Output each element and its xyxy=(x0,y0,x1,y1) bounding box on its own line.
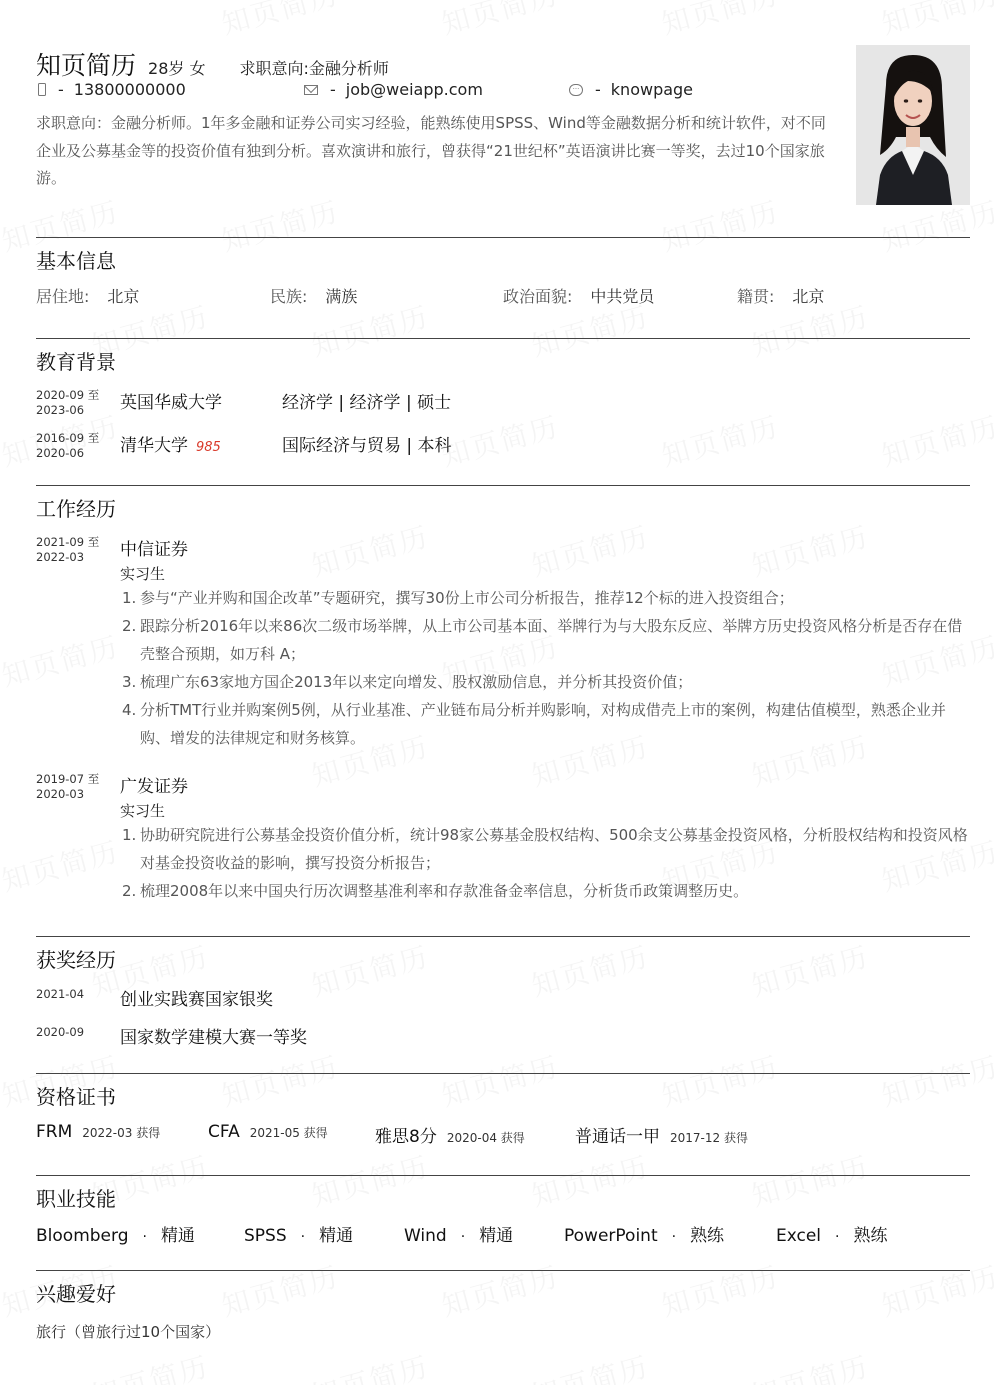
work-duty-text: 梳理广东63家地方国企2013年以来定向增发、股权激励信息，并分析其投资价值； xyxy=(140,673,693,691)
section-title-certs: 资格证书 xyxy=(36,1085,116,1109)
edu-date-range xyxy=(36,431,99,460)
work-duty-item: 2. 梳理2008年以来中国央行历次调整基准利率和存款准备金率信息，分析货币政策调整历史。 xyxy=(122,882,749,900)
section-divider xyxy=(36,936,970,937)
contact-separator: - xyxy=(330,80,336,99)
work-duty-item: 4. 分析TMT行业并购案例5例，从行业基准、产业链布局分析并购影响，对构成借壳上市的案例，构建估值模型，熟悉企业并购、增发的法律规定和财务核算。 xyxy=(122,701,946,747)
edu-date-range xyxy=(36,388,99,417)
self-summary: 求职意向：金融分析师。1年多金融和证券公司实习经验，能熟练使用SPSS、Wind等金融数据分析和统计软件，对不同企业及公募基金等的投资价值有独到分析。喜欢演讲和旅行，曾获得“21世纪杯”英语演讲比赛一等奖，去过10个国家旅游。 xyxy=(36,114,826,187)
skill-level: 熟练 xyxy=(690,1226,725,1246)
basic-info-value: 北京 xyxy=(792,287,825,306)
skill-name: Excel xyxy=(776,1226,822,1246)
contact-wechat xyxy=(569,80,693,99)
work-duty-list xyxy=(122,584,970,752)
job-intent-value: 金融分析师 xyxy=(308,59,389,78)
work-role: 实习生 xyxy=(120,565,166,583)
edu-start: 2020-09 至 xyxy=(36,388,100,402)
section-divider xyxy=(36,237,970,238)
work-duty-text: 协助研究院进行公募基金投资价值分析，统计98家公募基金股权结构、500余支公募基金投资风格，分析股权结构和投资风格对基金投资收益的影响，撰写投资分析报告； xyxy=(140,826,968,872)
job-intent-label: 求职意向: xyxy=(239,59,309,78)
section-title-work: 工作经历 xyxy=(36,497,116,521)
basic-info-row xyxy=(36,284,970,308)
work-duty-item: 2. 跟踪分析2016年以来86次二级市场举牌，从上市公司基本面、举牌行为与大股东反应、举牌方历史投资风格分析是否存在借壳整合预期，如万科 A； xyxy=(122,617,963,663)
cert-name: CFA xyxy=(208,1122,240,1142)
award-date: 2020-09 xyxy=(36,1025,85,1039)
basic-info-value: 满族 xyxy=(325,287,358,306)
section-divider xyxy=(36,1073,970,1074)
contact-phone xyxy=(38,80,186,99)
resume-page xyxy=(36,0,970,1385)
cert-item xyxy=(575,1122,748,1147)
section-title-awards: 获奖经历 xyxy=(36,948,116,972)
wechat-id: knowpage xyxy=(610,80,694,99)
contact-separator: - xyxy=(595,80,601,99)
section-title-hobbies: 兴趣爱好 xyxy=(36,1282,116,1306)
phone-number: 13800000000 xyxy=(73,80,186,99)
basic-info-item xyxy=(737,284,824,307)
edu-school-row xyxy=(120,431,221,456)
basic-info-value: 北京 xyxy=(107,287,140,306)
work-duty-list xyxy=(122,821,970,905)
edu-start: 2016-09 至 xyxy=(36,431,100,445)
work-date-range xyxy=(36,772,99,801)
work-duty-text: 参与“产业并购和国企改革”专题研究，撰写30份上市公司分析报告，推荐12个标的进入投资组合； xyxy=(140,589,794,607)
work-date-range xyxy=(36,535,99,564)
basic-info-item xyxy=(503,284,654,307)
work-start: 2019-07 至 xyxy=(36,772,100,786)
basic-info-value: 中共党员 xyxy=(590,287,655,306)
cert-item xyxy=(375,1122,525,1147)
work-duty-text: 跟踪分析2016年以来86次二级市场举牌，从上市公司基本面、举牌行为与大股东反应、举牌方历史投资风格分析是否存在借壳整合预期，如万科 A； xyxy=(140,617,963,663)
contact-row xyxy=(36,80,836,104)
basic-info-label: 居住地: xyxy=(36,287,90,306)
phone-icon xyxy=(38,83,46,96)
skill-level: 精通 xyxy=(160,1226,195,1246)
edu-school: 英国华威大学 xyxy=(120,393,222,413)
skill-item xyxy=(404,1221,513,1246)
mail-icon xyxy=(304,85,318,95)
skill-name: Bloomberg xyxy=(36,1226,129,1246)
cert-item xyxy=(36,1122,160,1142)
skill-dot: · xyxy=(835,1229,840,1245)
skill-level: 熟练 xyxy=(853,1226,888,1246)
resume-name: 知页简历 xyxy=(36,51,137,80)
cert-date: 2022-03 获得 xyxy=(82,1126,161,1140)
section-divider xyxy=(36,485,970,486)
award-name: 创业实践赛国家银奖 xyxy=(120,990,273,1010)
section-divider xyxy=(36,338,970,339)
work-duty-item: 1. 协助研究院进行公募基金投资价值分析，统计98家公募基金股权结构、500余支公募基金投资风格，分析股权结构和投资风格对基金投资收益的影响，撰写投资分析报告； xyxy=(122,826,968,872)
avatar-photo xyxy=(856,45,970,205)
basic-info-label: 政治面貌: xyxy=(503,287,573,306)
skill-dot: · xyxy=(300,1229,306,1245)
skill-dot: · xyxy=(671,1229,677,1245)
skill-level: 精通 xyxy=(319,1226,354,1246)
contact-separator: - xyxy=(58,80,64,99)
work-company: 中信证券 xyxy=(120,540,188,560)
section-title-education: 教育背景 xyxy=(36,350,116,374)
basic-info-item xyxy=(270,284,357,307)
cert-date: 2017-12 获得 xyxy=(670,1131,748,1145)
edu-degree: 国际经济与贸易 | 本科 xyxy=(282,436,452,456)
work-end: 2020-03 xyxy=(36,786,85,801)
hobby-text: 旅行（曾旅行过10个国家） xyxy=(36,1323,221,1341)
work-end: 2022-03 xyxy=(36,549,85,564)
skill-item xyxy=(244,1221,353,1246)
skill-level: 精通 xyxy=(479,1226,514,1246)
skill-item xyxy=(776,1221,888,1246)
skill-name: Wind xyxy=(404,1226,447,1246)
skill-row xyxy=(36,1221,970,1245)
job-intent xyxy=(239,56,388,79)
edu-school: 清华大学 xyxy=(120,436,188,456)
cert-row xyxy=(36,1122,970,1146)
cert-date: 2021-05 获得 xyxy=(249,1126,328,1140)
cert-item xyxy=(208,1122,328,1142)
skill-name: SPSS xyxy=(244,1226,287,1246)
chat-icon: ··· xyxy=(569,84,583,96)
edu-end: 2023-06 xyxy=(36,402,85,417)
award-date: 2021-04 xyxy=(36,987,85,1001)
work-company: 广发证券 xyxy=(120,777,188,797)
work-role: 实习生 xyxy=(120,802,166,820)
age-gender: 28岁 女 xyxy=(148,59,206,78)
basic-info-item xyxy=(36,284,139,307)
cert-date: 2020-04 获得 xyxy=(446,1131,525,1145)
edu-end: 2020-06 xyxy=(36,445,85,460)
cert-name: 普通话一甲 xyxy=(575,1127,660,1147)
header-title-row xyxy=(36,46,389,82)
work-duty-item: 1. 参与“产业并购和国企改革”专题研究，撰写30份上市公司分析报告，推荐12个标的进入投资组合； xyxy=(122,589,794,607)
work-duty-text: 梳理2008年以来中国央行历次调整基准利率和存款准备金率信息，分析货币政策调整历史。 xyxy=(140,882,749,900)
skill-dot: · xyxy=(142,1229,147,1245)
school-985-badge: 985 xyxy=(196,440,221,455)
basic-info-label: 民族: xyxy=(270,287,308,306)
work-duty-text: 分析TMT行业并购案例5例，从行业基准、产业链布局分析并购影响，对构成借壳上市的案例，构建估值模型，熟悉企业并购、增发的法律规定和财务核算。 xyxy=(140,701,946,747)
section-divider xyxy=(36,1270,970,1271)
section-divider xyxy=(36,1175,970,1176)
work-duty-item: 3. 梳理广东63家地方国企2013年以来定向增发、股权激励信息，并分析其投资价值； xyxy=(122,673,693,691)
section-title-basic: 基本信息 xyxy=(36,249,116,273)
section-title-skills: 职业技能 xyxy=(36,1187,116,1211)
avatar-illustration xyxy=(856,45,970,205)
work-start: 2021-09 至 xyxy=(36,535,100,549)
edu-degree: 经济学 | 经济学 | 硕士 xyxy=(282,393,452,413)
skill-item xyxy=(564,1221,724,1246)
cert-name: 雅思8分 xyxy=(375,1127,437,1147)
skill-item xyxy=(36,1221,195,1246)
award-name: 国家数学建模大赛一等奖 xyxy=(120,1028,307,1048)
email-address: job@weiapp.com xyxy=(345,80,483,99)
basic-info-label: 籍贯: xyxy=(737,287,775,306)
skill-name: PowerPoint xyxy=(564,1226,658,1246)
skill-dot: · xyxy=(460,1229,466,1245)
cert-name: FRM xyxy=(36,1122,73,1142)
contact-email xyxy=(304,80,483,99)
